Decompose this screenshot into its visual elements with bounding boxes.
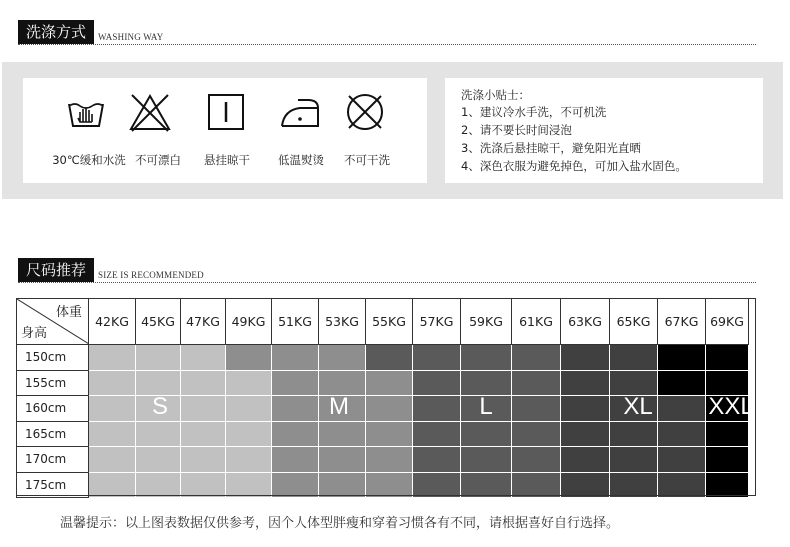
size-cell-m: [366, 421, 413, 447]
size-cell-xl: [658, 447, 706, 473]
icon-label-no-dry-clean: 不可干洗: [344, 153, 390, 167]
corner-height-label: 身高: [21, 326, 48, 341]
size-label-m: M: [329, 393, 349, 420]
size-cell-s: [226, 421, 272, 447]
size-cell-s: [181, 370, 226, 396]
height-label: 170cm: [17, 447, 89, 473]
size-cell-m: [272, 421, 319, 447]
height-label: 150cm: [17, 345, 89, 371]
size-cell-s: [89, 370, 136, 396]
size-cell-xxl: [706, 421, 749, 447]
size-cell-l: [461, 472, 512, 498]
size-cell-s: [181, 396, 226, 422]
size-cell-xl: [658, 421, 706, 447]
size-cell-m: [319, 421, 366, 447]
size-cell-l: [413, 472, 461, 498]
icon-label-low-iron: 低温熨烫: [278, 153, 324, 167]
size-cell-l: [413, 396, 461, 422]
size-cell-l: [512, 396, 561, 422]
weight-header: 63KG: [561, 299, 610, 345]
icon-label-no-bleach: 不可漂白: [135, 153, 181, 167]
size-cell-l: [461, 421, 512, 447]
icon-label-hand-wash: 30℃缓和水洗: [52, 153, 126, 167]
hang-dry-icon: [204, 92, 248, 132]
size-cell-m: [272, 447, 319, 473]
size-cell-s: [89, 447, 136, 473]
size-cell-s: [181, 421, 226, 447]
size-cell-xxl: [658, 370, 706, 396]
weight-header: 61KG: [512, 299, 561, 345]
tips-title: 洗涤小贴士：: [461, 88, 530, 102]
size-label-l: L: [479, 393, 493, 420]
size-cell-l: [461, 345, 512, 371]
size-cell-xl: [561, 396, 610, 422]
table-row: [17, 472, 749, 498]
corner-weight-label: 体重: [55, 305, 82, 320]
weight-header: 65KG: [610, 299, 658, 345]
table-row: [17, 370, 749, 396]
icon-label-hang-dry: 悬挂晾干: [204, 153, 250, 167]
size-cell-s: [181, 447, 226, 473]
size-cell-m: [272, 345, 319, 371]
size-cell-s: [136, 472, 181, 498]
washing-section-header: [18, 20, 163, 44]
table-row: [17, 421, 749, 447]
size-cell-xl: [610, 370, 658, 396]
size-cell-m: [272, 396, 319, 422]
weight-header: 42KG: [89, 299, 136, 345]
hand-wash-icon: [64, 92, 108, 132]
size-cell-xl: [610, 421, 658, 447]
table-row: [17, 447, 749, 473]
low-iron-icon: [278, 92, 322, 132]
size-cell-xxl: [706, 370, 749, 396]
size-cell-xl: [658, 472, 706, 498]
weight-header: 47KG: [181, 299, 226, 345]
size-cell-l: [512, 370, 561, 396]
size-cell-xl: [561, 472, 610, 498]
weight-header: 45KG: [136, 299, 181, 345]
size-cell-s: [136, 421, 181, 447]
size-cell-s: [136, 370, 181, 396]
height-label: 165cm: [17, 421, 89, 447]
size-cell-s: [181, 345, 226, 371]
corner-cell: [17, 299, 89, 345]
no-bleach-icon: [128, 92, 172, 132]
size-cell-s: [89, 396, 136, 422]
size-cell-s: [226, 472, 272, 498]
size-cell-m: [366, 370, 413, 396]
washing-section-title: 洗涤方式: [18, 20, 94, 44]
size-cell-xl: [561, 345, 610, 371]
size-cell-s: [89, 421, 136, 447]
weight-header: 53KG: [319, 299, 366, 345]
height-label: 175cm: [17, 472, 89, 498]
size-cell-m: [366, 447, 413, 473]
weight-header: 69KG: [706, 299, 749, 345]
size-cell-l: [461, 447, 512, 473]
size-cell-l: [512, 421, 561, 447]
size-cell-s: [89, 345, 136, 371]
table-row: [17, 345, 749, 371]
tip-item: 1、建议冷水手洗，不可机洗: [461, 105, 607, 119]
size-cell-xl: [610, 345, 658, 371]
height-label: 155cm: [17, 370, 89, 396]
size-cell-xxl: [706, 472, 749, 498]
size-divider: [18, 282, 756, 283]
no-dry-clean-icon: [343, 92, 387, 132]
size-cell-xl: [561, 421, 610, 447]
size-cell-l: [413, 370, 461, 396]
size-cell-m: [272, 370, 319, 396]
size-cell-xl: [561, 370, 610, 396]
size-cell-m: [366, 396, 413, 422]
size-cell-m: [319, 370, 366, 396]
size-cell-m: [319, 447, 366, 473]
size-section-subtitle: SIZE IS RECOMMENDED: [98, 270, 204, 280]
tip-item: 2、请不要长时间浸泡: [461, 123, 572, 137]
size-label-xxl: XXL: [708, 393, 754, 420]
size-cell-xl: [658, 396, 706, 422]
size-cell-m: [319, 345, 366, 371]
washing-section-subtitle: WASHING WAY: [98, 32, 164, 42]
size-cell-xl: [610, 447, 658, 473]
tip-item: 4、深色衣服为避免掉色，可加入盐水固色。: [461, 159, 687, 173]
size-cell-l: [413, 447, 461, 473]
size-cell-s: [136, 345, 181, 371]
size-cell-m: [272, 472, 319, 498]
size-note: 温馨提示：以上图表数据仅供参考，因个人体型胖瘦和穿着习惯各有不同，请根据喜好自行选择。: [60, 516, 620, 531]
size-cell-s: [181, 472, 226, 498]
size-section-header: [18, 258, 204, 282]
size-cell-s: [226, 447, 272, 473]
weight-header: 59KG: [461, 299, 512, 345]
size-cell-l: [512, 447, 561, 473]
size-cell-s: [226, 370, 272, 396]
size-cell-l: [512, 472, 561, 498]
size-cell-l: [413, 345, 461, 371]
weight-header: 55KG: [366, 299, 413, 345]
size-cell-m: [319, 472, 366, 498]
size-cell-l: [413, 421, 461, 447]
size-cell-s: [226, 396, 272, 422]
size-section-title: 尺码推荐: [18, 258, 94, 282]
size-cell-xl: [610, 472, 658, 498]
size-label-xl: XL: [623, 393, 653, 420]
size-cell-s: [136, 447, 181, 473]
height-label: 160cm: [17, 396, 89, 422]
size-cell-l: [512, 345, 561, 371]
size-label-s: S: [151, 393, 169, 420]
weight-header: 57KG: [413, 299, 461, 345]
size-cell-xxl: [706, 345, 749, 371]
size-cell-m: [366, 472, 413, 498]
size-cell-xxl: [658, 345, 706, 371]
weight-header: 49KG: [226, 299, 272, 345]
size-cell-m: [226, 345, 272, 371]
size-cell-s: [89, 472, 136, 498]
size-cell-l: [461, 370, 512, 396]
weight-header: 67KG: [658, 299, 706, 345]
size-cell-l: [366, 345, 413, 371]
washing-divider: [18, 44, 756, 45]
tip-item: 3、洗涤后悬挂晾干，避免阳光直晒: [461, 141, 641, 155]
size-cell-xxl: [706, 447, 749, 473]
size-cell-xl: [561, 447, 610, 473]
weight-header: 51KG: [272, 299, 319, 345]
